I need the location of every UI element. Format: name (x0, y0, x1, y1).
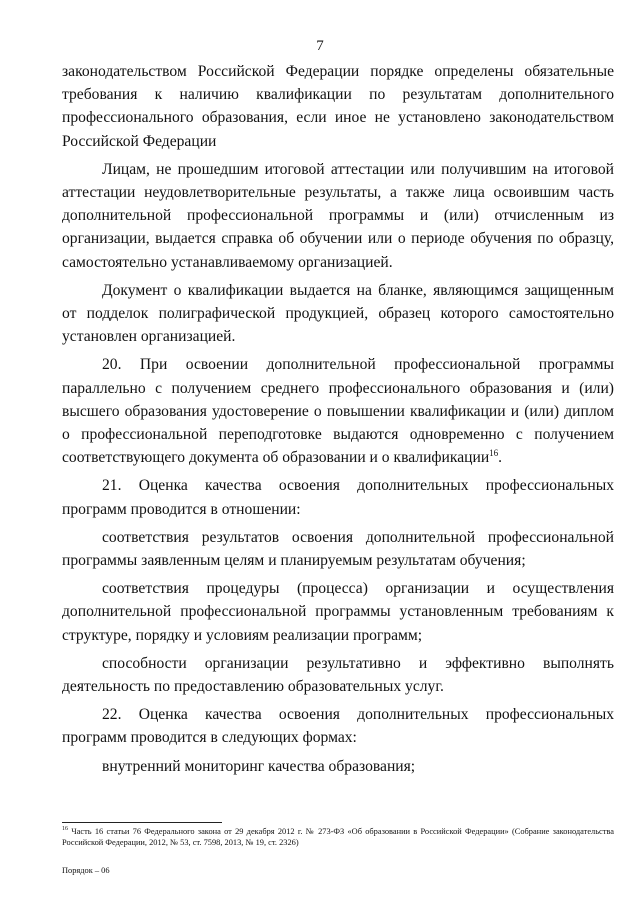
footnote (62, 826, 614, 848)
paragraph-10: внутренний мониторинг качества образования; (102, 757, 416, 775)
paragraph-4 (62, 353, 614, 469)
footnote-reference: 16 (489, 448, 499, 459)
footnote-text: Часть 16 статьи 76 Федерального закона от 29 декабря 2012 г. № 273-ФЗ «Об образовании в Российской Федерации» (Собрание законодательства Российской Федерации, 2012, № 53, ст. 7598, 2013, № 19, ст. 2326) (62, 827, 614, 847)
document-code: Порядок – 06 (62, 866, 110, 875)
paragraph-4-end: . (498, 449, 503, 467)
body-text (62, 60, 614, 783)
paragraph-7: соответствия процедуры (процесса) организации и осуществления дополнительной профессиональной программы установленным требованиям к структуре, порядку и условиям реализации программ; (62, 580, 614, 644)
page-number: 7 (316, 38, 324, 54)
paragraph-3: Документ о квалификации выдается на бланке, являющимся защищенным от подделок полиграфической продукцией, образец которого самостоятельно установлен организацией. (62, 281, 614, 346)
paragraph-6: соответствия результатов освоения дополнительной профессиональной программы заявленным целям и планируемым результатам обучения; (62, 528, 614, 570)
paragraph-5: 21. Оценка качества освоения дополнительных профессиональных программ проводится в отношении: (62, 477, 614, 518)
footnote-divider (62, 822, 222, 823)
paragraph-1: законодательством Российской Федерации порядке определены обязательные требования к наличию квалификации по результатам дополнительного профессионального образования, если иное не установлено законодательством Российской Федерации (62, 63, 614, 150)
paragraph-2: Лицам, не прошедшим итоговой аттестации или получившим на итоговой аттестации неудовлетворительные результаты, а также лица освоившим часть дополнительной профессиональной программы и (или) отчисленным из организации, выдается справка об обучении или о периоде обучения по образцу, самостоятельно устанавливаемому организацией. (62, 160, 614, 271)
paragraph-4-text: 20. При освоении дополнительной профессиональной программы параллельно с получением среднего профессионального образования и (или) высшего образования удостоверение о повышении квалификации и (или) диплом о профессиональной переподготовке выдаются одновременно с получением соответствующего документа об образовании и о квалификации (62, 356, 614, 467)
paragraph-8: способности организации результативно и эффективно выполнять деятельность по предоставлению образовательных услуг. (62, 654, 614, 696)
footnote-marker: 16 (62, 826, 68, 833)
paragraph-9: 22. Оценка качества освоения дополнительных профессиональных программ проводится в следующих формах: (62, 706, 614, 747)
